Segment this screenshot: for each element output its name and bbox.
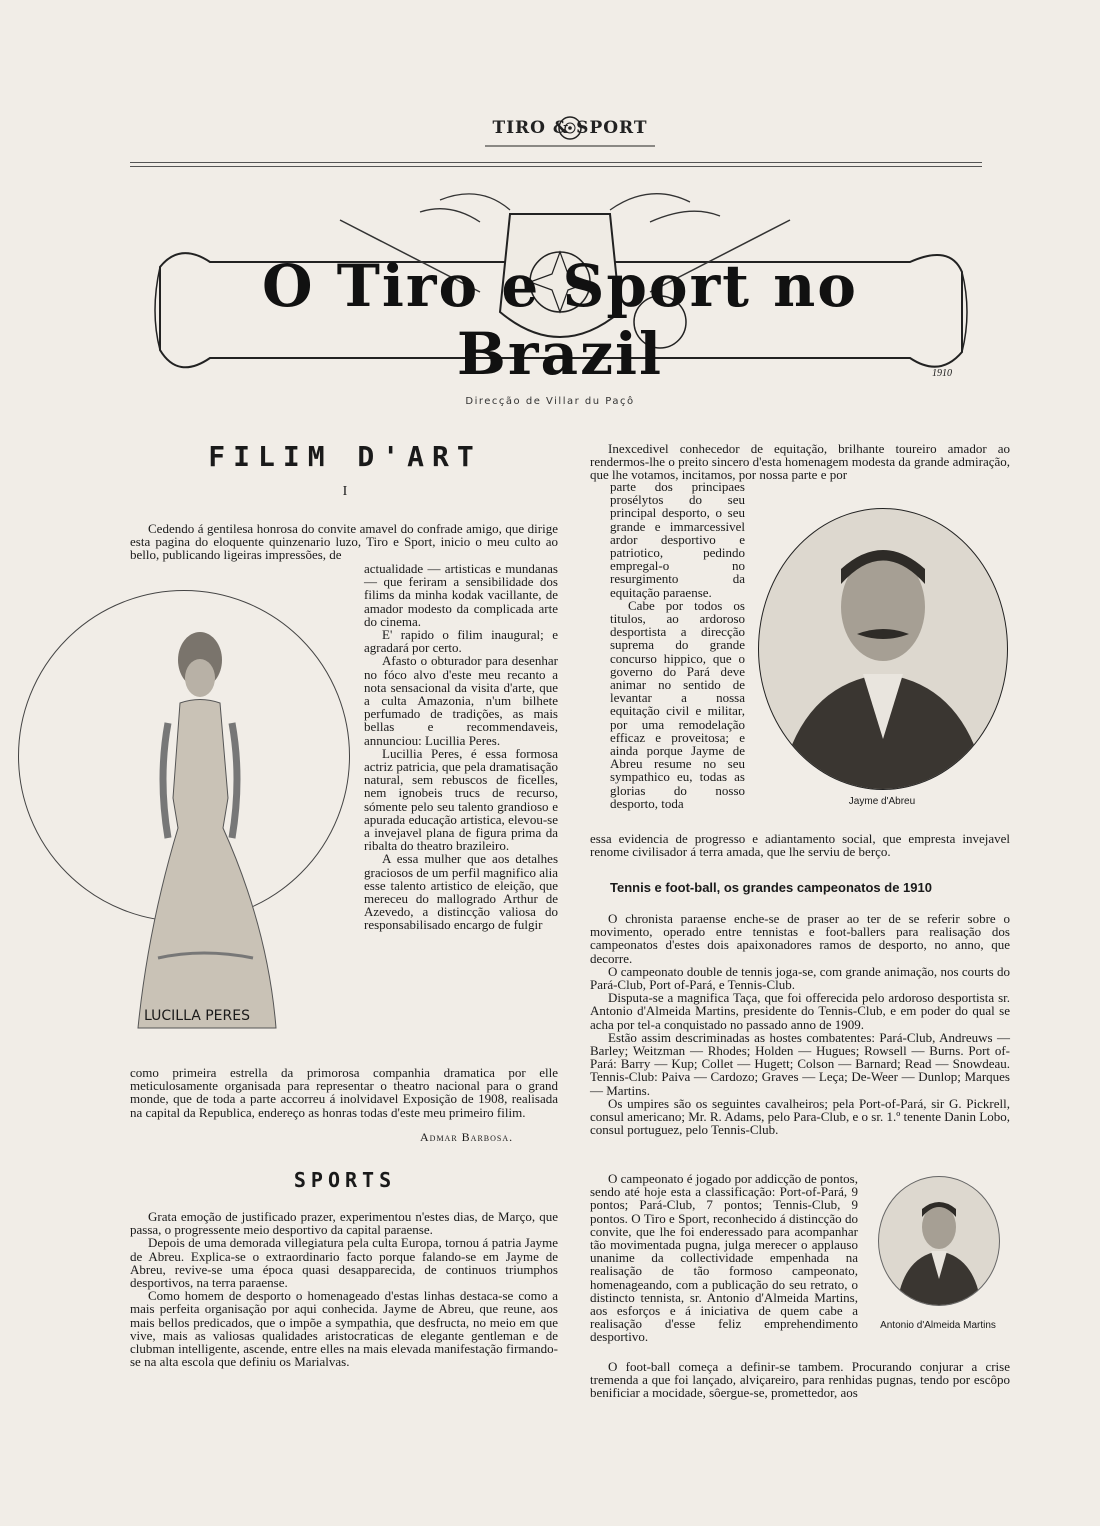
lucilla-photo [128, 628, 278, 1038]
right-paragraph-2b: essa evidencia de progresso e adiantamento social, que empresta invejavel renome civilisador á terra amada, que lhe serviu de berço. [590, 831, 1010, 860]
martins-caption: Antonio d'Almeida Martins [880, 1320, 996, 1331]
tennis-paragraph-2: O campeonato double de tennis joga-se, com grande animação, nos courts do Pará-Club, Port of-Pará, e Tennis-Club. [590, 963, 1010, 993]
filim-paragraph-4: Lucillia Peres, é essa formosa actriz patricia, que pela dramatisação natural, sem rebuscos de ficelles, nem ignobeis trucs de recurso, sómente pelo seu talento grandioso e apurada educação artistica, elevou-se a invejavel plana de figura prima da ribalta do theatro brazileiro. [364, 745, 558, 854]
filim-paragraph-1: Cedendo á gentilesa honrosa do convite amavel do confrade amigo, que dirige esta pagina do eloquente quinzenario luzo, Tiro e Sport, inicio o meu culto ao bello, publicando ligeiras impressões, de [130, 521, 558, 563]
banner-illustration [150, 182, 970, 400]
sports-paragraph-2: Depois de uma demorada villegiatura pela culta Europa, tornou á patria Jayme de Abreu. Explica-se o extraordinario facto porque falando-se em Jayme de Abreu, revive-se uma época quasi desapparecida, de continuos triumphos desportivos, na terra paraense. [130, 1235, 558, 1291]
top-rule [130, 162, 982, 163]
filim-paragraph-1b: actualidade — artisticas e mundanas — que feriram a sensibilidade dos filims da minha kodak vacillante, de amador modesto da complicada arte do cinema. [364, 561, 558, 629]
tennis-paragraph-1: O chronista paraense enche-se de praser ao ter de se referir sobre o movimento, operado entre tennistas e foot-ballers para realisação dos campeonatos d'estes dois apaixonadores ramos de desporto, no anno, que decorre. [590, 911, 1010, 966]
man-portrait-icon [759, 509, 1007, 789]
top-rule-2 [130, 166, 982, 167]
filim-part-number: I [342, 484, 348, 499]
banner-title: O Tiro e Sport no Brazil [262, 252, 858, 388]
tennis-paragraph-3: Disputa-se a magnifica Taça, que foi offerecida pelo ardoroso desportista sr. Antonio d'Almeida Martins, presidente do Tennis-Club, e em poder do qual se acha por tel-a conquistado no passado anno de 1909. [590, 990, 1010, 1032]
sports-body [130, 1210, 558, 1368]
masthead-text: TIRO & SPORT [492, 118, 648, 138]
filim-paragraph-5b: como primeira estrella da primorosa companhia dramatica por elle meticulosamente organisada para representar o theatro nacional para o grand monde, que de toda a parte accorreu á inolvidavel Exposição de 1908, realisada na capital da Republica, endereço as honras todas d'este meu primeiro filim. [130, 1065, 558, 1120]
football-body [590, 1360, 1010, 1400]
sports-title: SPORTS [293, 1168, 397, 1192]
right-narrow-column [610, 480, 745, 810]
right-intro [590, 442, 1010, 482]
filim-narrow-column [364, 562, 558, 932]
tennis-paragraph-4: Estão assim descriminadas as hostes combatentes: Pará-Club, Andreuws — Barley; Weitzman — Rhodes; Holden — Hugues; Rowsell — Burns. Port of-Pará: Barry — Kup; Collet — Hugett; Colson — Barnard; Read — Snowdeau. Tennis-Club: Paiva — Cardozo; Graves — Leça; De-Weer — Dunlop; Marques — Martins. [590, 1029, 1010, 1098]
lucilla-caption: LUCILLA PERES [144, 1008, 250, 1024]
martins-photo [878, 1176, 1000, 1306]
football-paragraph: O foot-ball começa a definir-se tambem. Procurando conjurar a crise tremenda a que foi lançado, alviçareiro, para renhidas pugnas, tendo por escôpo benificiar a mocidade, sôergue-se, promettedor, aos [590, 1359, 1010, 1401]
tennis-narrow-column [590, 1172, 858, 1344]
filim-closing [130, 1066, 558, 1119]
woman-figure-icon [128, 628, 278, 1038]
tennis-body [590, 912, 1010, 1136]
right-paragraph-2: Cabe por todos os titulos, ao ardoroso desportista a direcção suprema do grande concurso hippico, que o governo do Pará deve animar no sentido de levantar a nossa equitação civil e militar, por uma remodelação efficaz e proveitosa; e ainda porque Jayme de Abreu resume no seu sympathico eu, todas as glorias do nosso desporto, toda [610, 597, 745, 811]
filim-paragraph-3: Afasto o obturador para desenhar no fóco alvo d'este meu recanto a nota sensacional da visita d'arte, que a culta Amazonia, n'um bilhete perfumado de tradições, as mais bellas e recommendaveis, annunciou: Lucillia Peres. [364, 653, 558, 748]
masthead-logo [480, 108, 660, 152]
sports-paragraph-3: Como homem de desporto o homenageado d'estas linhas destaca-se como a mais perfeita organisação por aqui conhecida. Jayme de Abreu, que reune, aos mais bellos predicados, que o impõe a sympathia, que desfructa, no meio em que vive, mais as valiosas qualidades aristocraticas de elegante gentleman e de clubman intelligente, ascende, entre elles na mais elevada manifestação firmando-se na alta escola que definiu os Marialvas. [130, 1288, 558, 1370]
tennis-paragraph-6: O campeonato é jogado por addicção de pontos, sendo até hoje esta a classificação: Port-of-Pará, 9 pontos; Pará-Club, 7 pontos; Tennis-Club, 9 pontos. O Tiro e Sport, reconhecido á distincção do convite, que lhe foi enderessado para acompanhar tão movimentada pugna, julga merecer o applauso unanime da collectividade empenhada na realisação de tão formoso campeonato, homenageando, com a publicação do seu retrato, o distincto tennista, sr. Antonio d'Almeida Martins, aos esforços e á iniciativa de quem cabe a realisação d'esse feliz emprehendimento desportivo. [590, 1171, 858, 1345]
right-paragraph-1b: parte dos principaes prosélytos do seu principal desporto, o seu grande e immarcessivel ardor desportivo e patriotico, pedindo empregal-o no resurgimento da equitação paraense. [610, 479, 745, 600]
filim-paragraph-5: A essa mulher que aos detalhes graciosos de um perfil magnifico alia esse talento artistico de eleição, que mereceu do mallogrado Arthur de Azevedo, a distincção valiosa do responsabilisado encargo de fulgir [364, 851, 558, 933]
jayme-caption: Jayme d'Abreu [848, 796, 916, 807]
right-paragraph-1: Inexcedivel conhecedor de equitação, brilhante toureiro amador ao rendermos-lhe o preito sincero d'esta homenagem modesta da grande admiração, que lhe votamos, incitamos, por nossa parte e por [590, 441, 1010, 483]
filim-intro [130, 522, 558, 562]
direccao-line: Direcção de Villar du Paçô [465, 396, 635, 407]
jayme-photo [758, 508, 1008, 790]
filim-title: FILIM D'ART [208, 440, 482, 473]
banner-year: 1910 [932, 368, 952, 379]
filim-signature: Admar Barbosa. [420, 1130, 514, 1144]
tennis-paragraph-5: Os umpires são os seguintes cavalheiros; pela Port-of-Pará, sir G. Pickrell, consul americano; Mr. R. Adams, pelo Para-Club, e o sr. 1.º tenente Danin Lobo, consul portuguez, pelo Tennis-Club. [590, 1095, 1010, 1138]
man-small-portrait-icon [879, 1177, 999, 1305]
sports-paragraph-1: Grata emoção de justificado prazer, experimentou n'estes dias, de Março, que passa, o progressente meio desportivo da capital paraense. [130, 1209, 558, 1238]
filim-paragraph-2: E' rapido o filim inaugural; e agradará por certo. [364, 627, 558, 656]
tennis-heading: Tennis e foot-ball, os grandes campeonatos de 1910 [610, 880, 932, 895]
right-closing [590, 832, 1010, 858]
